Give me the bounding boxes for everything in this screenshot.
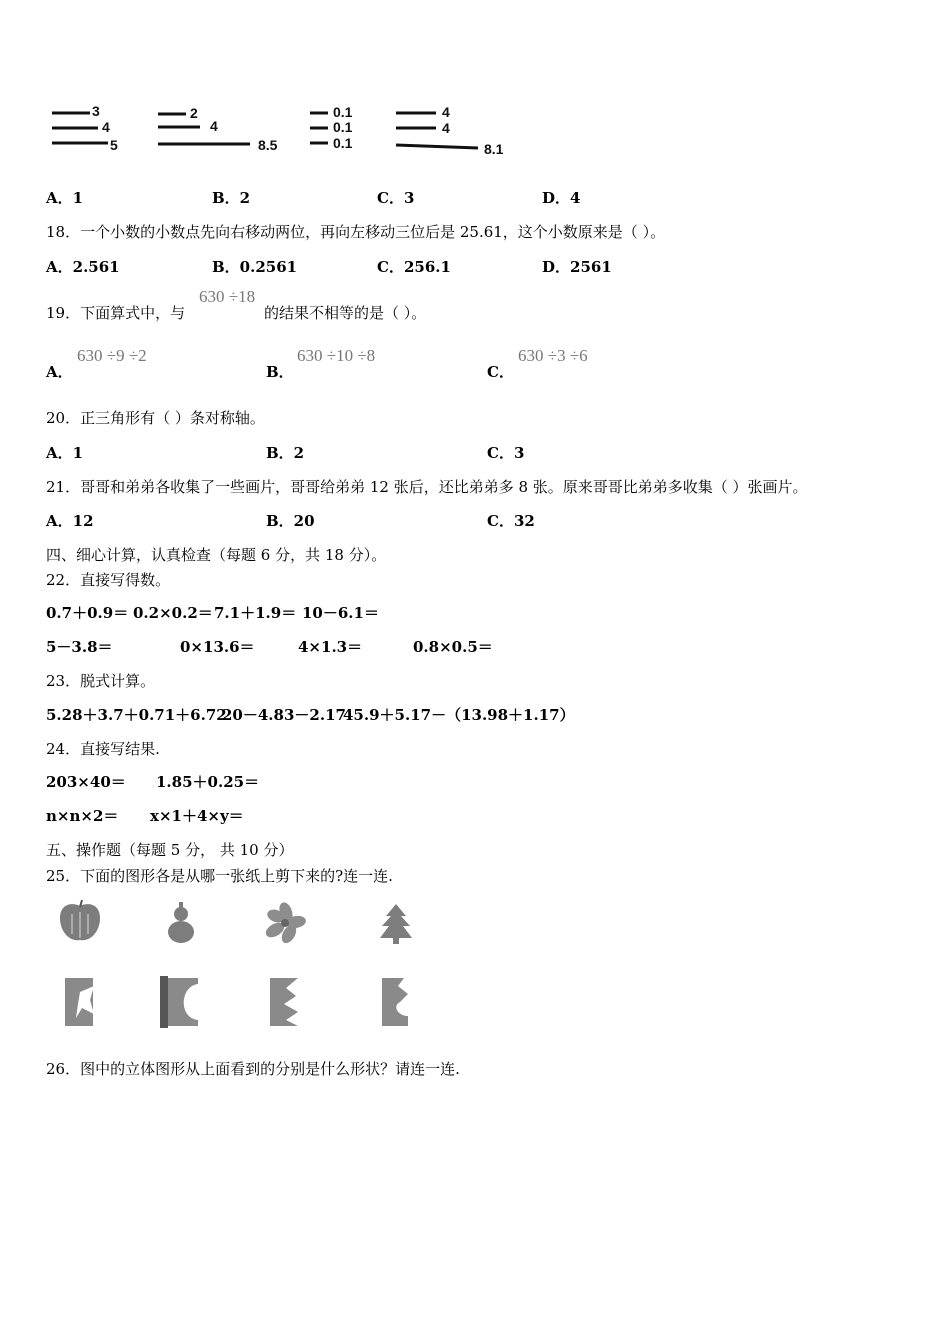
q19-option-a-formula: 630 ÷9 ÷2 [77,346,147,365]
q17-fig1-label-2: 4 [102,119,110,135]
q20-option-c[interactable]: C．3 [487,444,525,462]
q26-title: 26．图中的立体图形从上面看到的分别是什么形状？请连一连. [46,1060,460,1078]
q17-option-b[interactable]: B．2 [212,189,251,207]
q21-option-c[interactable]: C．32 [487,512,535,530]
q21-option-b[interactable]: B．20 [266,512,315,530]
q23-title: 23．脱式计算。 [46,672,156,690]
q17-figure-4 [396,113,478,148]
paper-leaf-cut-icon[interactable] [65,978,94,1026]
q24-item-3: n×n×2＝ [46,807,119,825]
q24-item-2: 1.85＋0.25＝ [156,773,260,791]
q22-item-7: 4×1.3＝ [298,638,363,656]
q20-option-a[interactable]: A．1 [46,444,84,462]
q17-fig1-label-1: 3 [92,103,100,119]
q17-figures [40,98,520,160]
q18-option-a[interactable]: A．2.561 [46,258,120,276]
apple-shape-icon[interactable] [60,900,100,940]
q21-text: 21．哥哥和弟弟各收集了一些画片，哥哥给弟弟 12 张后，还比弟弟多 8 张。原来哥哥比弟弟多收集（ ）张画片。 [46,478,808,496]
q17-fig1-label-3: 5 [110,137,118,153]
q18-option-c[interactable]: C．256.1 [377,258,451,276]
q23-item-2: 20－4.83－2.17 [222,706,346,724]
q19-option-a-label[interactable]: A． [46,363,73,381]
q22-item-2: 0.2×0.2＝ [133,604,213,622]
q18-text: 18．一个小数的小数点先向右移动两位，再向左移动三位后是 25.61，这个小数原来是（ ）。 [46,223,666,241]
section-5-heading: 五、操作题（每题 5 分， 共 10 分） [46,841,294,859]
q17-fig4-label-3: 8.1 [484,141,504,157]
q24-item-4: x×1＋4×y＝ [150,807,244,825]
q23-item-3: 45.9＋5.17－（13.98＋1.17） [343,706,575,724]
q17-option-a[interactable]: A．1 [46,189,84,207]
q19-suffix: 的结果不相等的是（ ）。 [264,304,427,322]
q19-option-c-label[interactable]: C． [487,363,514,381]
gourd-shape-icon[interactable] [168,902,194,943]
q18-option-b[interactable]: B．0.2561 [212,258,298,276]
q23-item-1: 5.28＋3.7＋0.71＋6.72 [46,706,227,724]
q22-title: 22．直接写得数。 [46,571,171,589]
q17-fig3-label-3: 0.1 [333,135,353,151]
q19-prefix: 19．下面算式中，与 [46,304,186,322]
q19-option-b-formula: 630 ÷10 ÷8 [297,346,376,365]
q22-item-3: 7.1＋1.9＝ [214,604,297,622]
q25-title: 25．下面的图形各是从哪一张纸上剪下来的?连一连. [46,867,393,885]
q19-option-b-label[interactable]: B． [266,363,294,381]
q17-fig2-label-3: 8.5 [258,137,278,153]
q22-item-1: 0.7＋0.9＝ [46,604,129,622]
tree-shape-icon[interactable] [380,904,412,944]
q17-option-c[interactable]: C．3 [377,189,415,207]
paper-wavy-cut-icon[interactable] [382,978,408,1026]
q17-fig3-label-1: 0.1 [333,104,353,120]
q25-papers [60,972,420,1032]
q17-fig2-label-1: 2 [190,105,198,121]
q24-title: 24．直接写结果. [46,740,160,758]
q20-option-b[interactable]: B．2 [266,444,305,462]
q22-item-6: 0×13.6＝ [180,638,255,656]
q17-option-d[interactable]: D．4 [542,189,581,207]
q22-item-4: 10－6.1＝ [302,604,379,622]
paper-round-cut-icon[interactable] [160,976,198,1028]
q25-shapes [50,898,430,948]
q19-option-c-formula: 630 ÷3 ÷6 [518,346,588,365]
q17-figure-3 [310,113,328,143]
q17-fig4-label-2: 4 [442,120,450,136]
section-4-heading: 四、细心计算，认真检查（每题 6 分，共 18 分）。 [46,546,387,564]
q21-option-a[interactable]: A．12 [46,512,94,530]
q19-formula: 630 ÷18 [199,287,256,306]
q17-fig4-label-1: 4 [442,104,450,120]
q17-figure-2 [158,114,250,144]
q18-option-d[interactable]: D．2561 [542,258,612,276]
q22-item-8: 0.8×0.5＝ [413,638,493,656]
q17-fig3-label-2: 0.1 [333,119,353,135]
q20-text: 20．正三角形有（ ）条对称轴。 [46,409,265,427]
q17-fig2-label-2: 4 [210,118,218,134]
paper-zigzag-cut-icon[interactable] [270,978,298,1026]
flower-shape-icon[interactable] [263,901,307,946]
q22-item-5: 5－3.8＝ [46,638,113,656]
q24-item-1: 203×40＝ [46,773,126,791]
